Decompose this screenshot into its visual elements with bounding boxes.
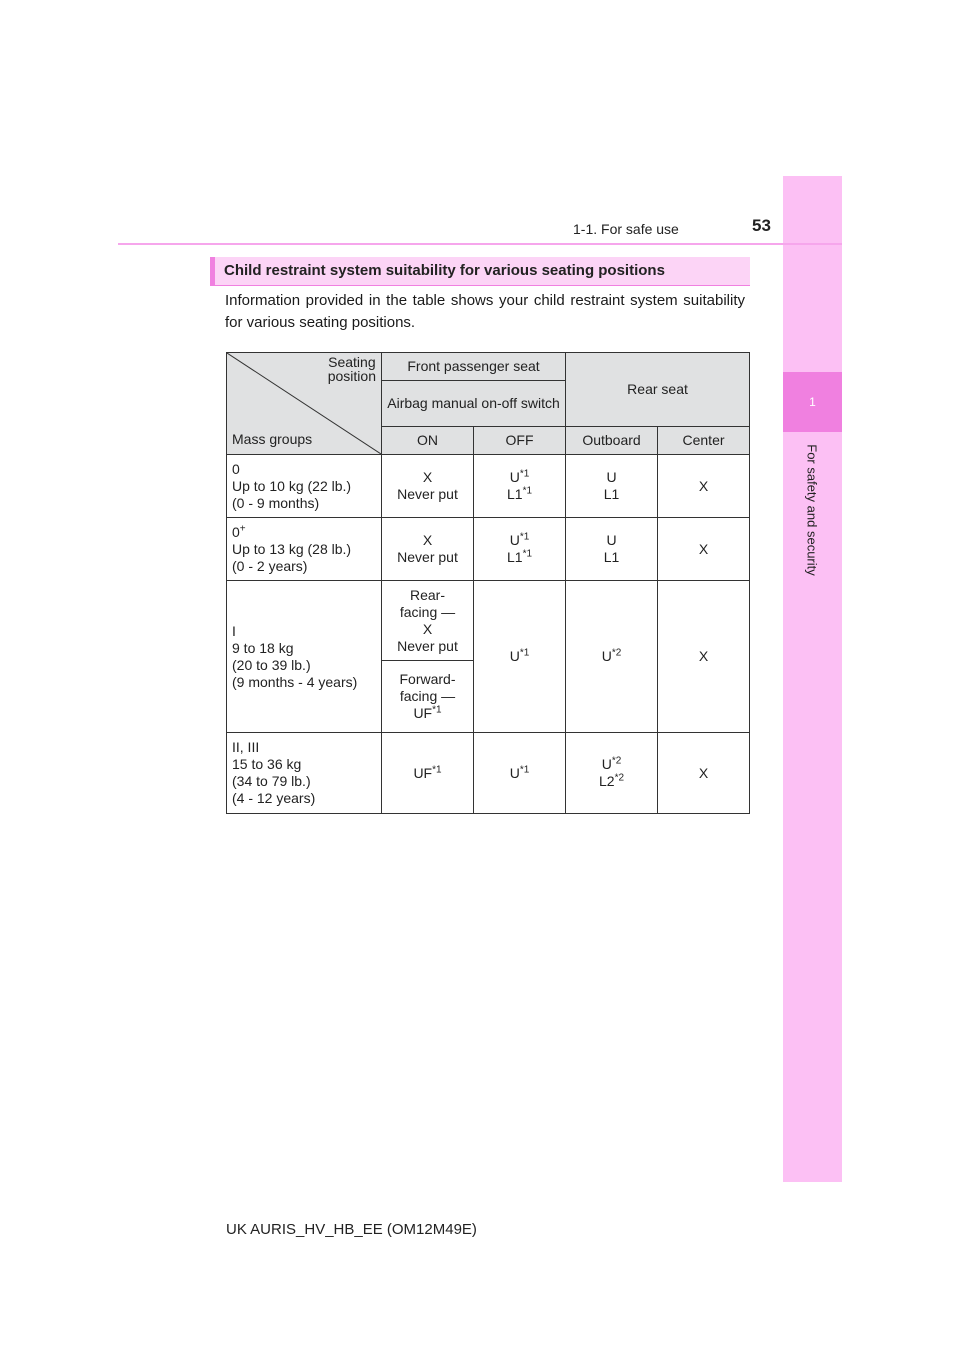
cell-center: X [658, 518, 750, 581]
cell-on: X Never put [382, 518, 474, 581]
header-divider [118, 243, 842, 245]
cell-off: $U^{*1}$ L1$^{*1}$ [474, 455, 566, 518]
col-center: Center [658, 427, 750, 455]
cell-on-rear-facing: Rear- facing — X Never put [382, 581, 474, 661]
cell-off: $U^{*1}$ [474, 733, 566, 814]
col-off: OFF [474, 427, 566, 455]
header-section: 1-1. For safe use [573, 221, 679, 237]
cell-center: X [658, 733, 750, 814]
side-tab-label: For safety and security [804, 444, 820, 576]
side-tab [783, 176, 842, 1182]
cell-outboard: $U^{*2}$ [566, 581, 658, 733]
side-tab-number: 1 [809, 395, 816, 409]
cell-outboard: U L1 [566, 518, 658, 581]
intro-paragraph: Information provided in the table shows your child restraint system suitability for various seating positions. [225, 292, 745, 331]
table-row [227, 455, 750, 518]
section-title-bar [210, 257, 750, 285]
col-on: ON [382, 427, 474, 455]
cell-off: $U^{*1}$ L1$^{*1}$ [474, 518, 566, 581]
page-number: 53 [752, 216, 771, 235]
footer-model-code: UK AURIS_HV_HB_EE (OM12M49E) [226, 1221, 477, 1238]
cell-on-forward-facing: Forward- facing — UF$^{*1}$ [382, 661, 474, 733]
cell-center: X [658, 581, 750, 733]
mass-group-cell: 0 Up to 10 kg (22 lb.) (0 - 9 months) [227, 455, 382, 518]
section-title: Child restraint system suitability for various seating positions [224, 262, 665, 279]
mass-group-cell: II, III 15 to 36 kg (34 to 79 lb.) (4 - 12 years) [227, 733, 382, 814]
table-row [227, 518, 750, 581]
corner-mass-groups: Mass groups [232, 431, 313, 447]
rear-seat-header: Rear seat [566, 353, 750, 427]
cell-off: $U^{*1}$ [474, 581, 566, 733]
cell-outboard: $U^{*2}$ L2$^{*2}$ [566, 733, 658, 814]
cell-center: X [658, 455, 750, 518]
table-row [227, 581, 750, 661]
corner-header-cell [227, 353, 382, 455]
mass-group-cell: 0+ Up to 13 kg (28 lb.) (0 - 2 years) [227, 518, 382, 581]
suitability-table [226, 352, 750, 814]
front-passenger-header: Front passenger seat [382, 353, 566, 381]
table-row [227, 733, 750, 814]
cell-outboard: U L1 [566, 455, 658, 518]
corner-seating-position: Seating position [327, 354, 376, 384]
cell-on: X Never put [382, 455, 474, 518]
col-outboard: Outboard [566, 427, 658, 455]
airbag-switch-header: Airbag manual on-off switch [382, 381, 566, 427]
cell-on: UF$^{*1}$ [382, 733, 474, 814]
mass-group-cell: I 9 to 18 kg (20 to 39 lb.) (9 months - 4 years) [227, 581, 382, 733]
